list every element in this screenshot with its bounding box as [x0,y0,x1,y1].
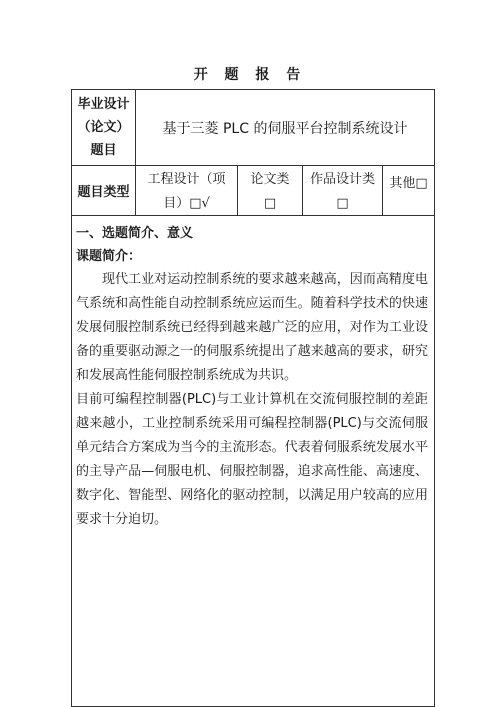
proposal-form-table [71,89,435,707]
type-option-other-line1: 其他□ [389,176,428,191]
content-row [72,216,434,706]
type-option-engineering-line1: 工程设计（项 [147,171,226,187]
type-option-work-design [303,166,383,215]
type-option-other [383,166,434,215]
type-option-engineering [136,166,238,215]
page-title: 开 题 报 告 [193,67,307,83]
thesis-title-label-line1: 毕业设计 [77,97,130,112]
type-option-thesis [238,166,303,215]
type-option-work-design-line1: 作品设计类 [309,171,375,187]
content-cell [72,216,434,706]
thesis-title-label [72,90,136,165]
type-option-thesis-line2: □ [263,195,277,211]
type-option-work-design-line2: □ [336,195,349,211]
thesis-title-label-line2: （论文） [77,120,130,135]
thesis-title-text: 基于三菱 PLC 的伺服平台控制系统设计 [162,120,408,137]
thesis-title-value [136,90,434,165]
paragraph-1: 现代工业对运动控制系统的要求越来越高，因而高精度电气系统和高性能自动控制系统应运而生。随着科学技术的快速发展伺服控制系统已经得到越来越广泛的应用，对作为工业设备的重要驱动源之一的伺服系统提出了越来越高的要求，研究和发展高性能伺服控制系统成为共识。 [76,272,428,383]
topic-type-row [72,166,434,216]
thesis-title-label-line3: 题目 [90,143,117,158]
type-option-thesis-line1: 论文类 [250,171,290,187]
type-option-engineering-line2: 目）□√ [163,195,210,211]
sub-heading: 课题简介： [76,249,142,264]
section-heading: 一、选题简介、意义 [76,226,194,241]
topic-type-label: 题目类型 [72,166,136,215]
paragraph-2: 目前可编程控制器(PLC)与工业计算机在交流伺服控制的差距越来越小，工业控制系统采用可编程控制器(PLC)与交流伺服单元结合方案成为当今的主流形态。代表着伺服系统发展水平的主导产品—伺服电机、伺服控制器，追求高性能、高速度、数字化、智能型、网络化的驱动控制，以满足用户较高的应用要求十分迫切。 [76,392,428,527]
thesis-title-row [72,90,434,166]
